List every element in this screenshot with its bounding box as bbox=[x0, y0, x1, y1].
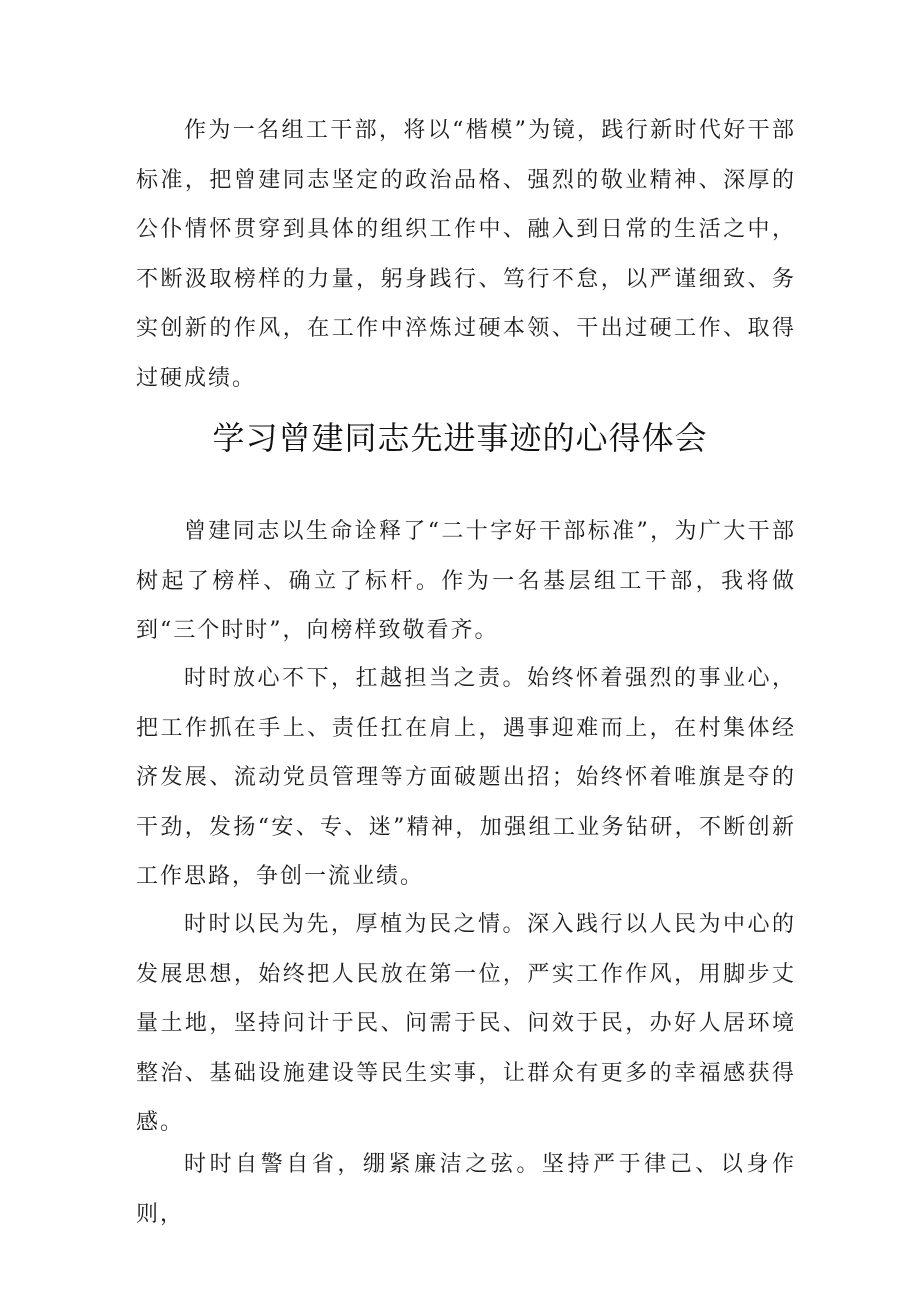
intro-paragraph: 作为一名组工干部，将以“楷模”为镜，践行新时代好干部标准，把曾建同志坚定的政治品格、强烈的敬业精神、深厚的公仆情怀贯穿到具体的组织工作中、融入到日常的生活之中，不断汲取榜样的力量，躬身践行、笃行不怠，以严谨细致、务实创新的作风，在工作中淬炼过硬本领、干出过硬工作、取得过硬成绩。 bbox=[136, 118, 796, 391]
article-title: 学习曾建同志先进事迹的心得体会 bbox=[212, 419, 708, 457]
body-paragraph-1: 曾建同志以生命诠释了“二十字好干部标准”，为广大干部树起了榜样、确立了标杆。作为一名基层组工干部，我将做到“三个时时”，向榜样致敬看齐。 bbox=[136, 519, 796, 643]
body-paragraph-2: 时时放心不下，扛越担当之责。始终怀着强烈的事业心，把工作抓在手上、责任扛在肩上，遇事迎难而上，在村集体经济发展、流动党员管理等方面破题出招；始终怀着唯旗是夺的干劲，发扬“安、专、迷”精神，加强组工业务钻研，不断创新工作思路，争创一流业绩。 bbox=[136, 666, 796, 889]
body-paragraph-4: 时时自警自省，绷紧廉洁之弦。坚持严于律己、以身作则， bbox=[136, 1152, 796, 1227]
body-paragraph-3: 时时以民为先，厚植为民之情。深入践行以人民为中心的发展思想，始终把人民放在第一位，严实工作作风，用脚步丈量土地，坚持问计于民、问需于民、问效于民，办好人居环境整治、基础设施建设等民生实事，让群众有更多的幸福感获得感。 bbox=[136, 912, 796, 1135]
